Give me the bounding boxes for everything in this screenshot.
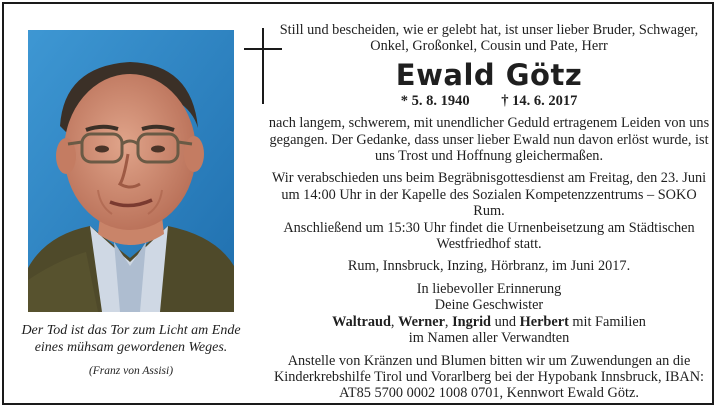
life-dates <box>268 93 710 109</box>
family-name-1: Waltraud <box>332 313 391 330</box>
family-name-2: Werner <box>398 313 445 330</box>
portrait-photo <box>28 30 234 312</box>
service-text: Wir verabschieden uns beim Begräbnisgottesdienst am Freitag, den 23. Juni um 14:00 Uhr in der Kapelle des Sozialen Kompetenzzentrums – SOKO Rum. <box>271 170 707 220</box>
memory-text: In liebevoller Erinnerung <box>416 280 562 297</box>
passing-text: nach langem, schwerem, mit unendlicher Geduld ertragenem Leiden von uns gegangen. Der Gedanke, dass unser lieber Ewald nun davon erlöst wurde, ist uns Trost und Hoffnung gleichermaßen. <box>268 115 710 165</box>
memorial-quote <box>18 322 244 380</box>
quote-author: (Franz von Assisi) <box>88 365 174 377</box>
deceased-name: Ewald Götz <box>395 57 583 92</box>
family-sep-2: , <box>444 313 453 330</box>
birth-date: * 5. 8. 1940 <box>400 92 470 109</box>
relatives-text: im Namen aller Verwandten <box>408 330 570 347</box>
burial-text: Anschließend um 15:30 Uhr findet die Urnenbeisetzung am Städtischen Westfriedhof statt. <box>283 219 695 253</box>
siblings-label: Deine Geschwister <box>434 297 544 314</box>
death-date: † 14. 6. 2017 <box>501 92 578 109</box>
family-suffix: mit Familien <box>568 313 646 330</box>
family-sep-3: und <box>491 313 520 330</box>
obituary-notice <box>2 2 714 405</box>
family-name-4: Herbert <box>519 313 569 330</box>
donation-text: Anstelle von Kränzen und Blumen bitten wir um Zuwendungen an die Kinderkrebshilfe Tirol und Vorarlberg bei der Hypobank Innsbruck, IBAN: AT85 5700 0002 1008 0701, Kennwort Ewald Götz. <box>273 352 705 402</box>
portrait-illustration <box>28 30 234 312</box>
intro-text: Still und bescheiden, wie er gelebt hat, ist unser lieber Bruder, Schwager, Onkel, Großonkel, Cousin und Pate, Herr <box>279 22 699 55</box>
family-sep-1: , <box>390 313 399 330</box>
family-names <box>268 314 710 330</box>
obituary-text <box>268 22 710 402</box>
family-name-3: Ingrid <box>452 313 492 330</box>
place-date: Rum, Innsbruck, Inzing, Hörbranz, im Juni 2017. <box>347 258 631 275</box>
quote-text: Der Tod ist das Tor zum Licht am Ende eines mühsam gewordenen Weges. <box>21 323 241 355</box>
